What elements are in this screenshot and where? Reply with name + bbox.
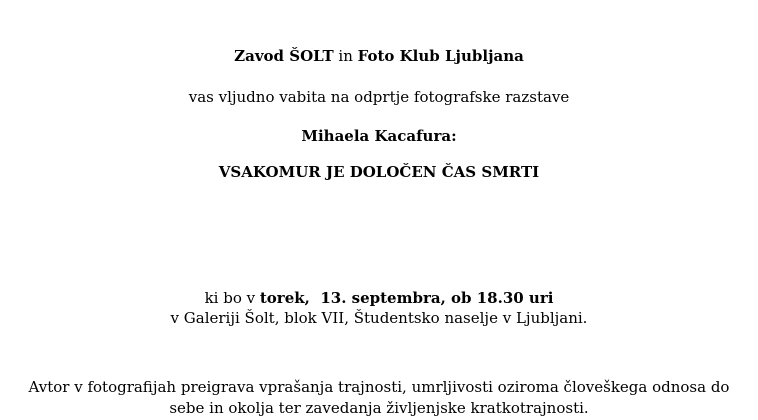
organizer-2: Foto Klub Ljubljana: [357, 47, 524, 65]
location-line: v Galeriji Šolt, blok VII, Študentsko naselje v Ljubljani.: [170, 309, 588, 327]
description-line-2: sebe in okolja ter zavedanja življenjske kratkotrajnosti.: [169, 399, 589, 417]
organizer-1: Zavod ŠOLT: [234, 47, 334, 65]
author-name: Mihaela Kacafura:: [301, 127, 457, 145]
organizers-line: [0, 47, 758, 65]
date-value: torek, 13. septembra, ob 18.30 uri: [259, 289, 554, 307]
date-prefix: ki bo v: [204, 289, 260, 307]
date-line: [0, 289, 758, 307]
invite-text: vas vljudno vabita na odprtje fotografske razstave: [188, 88, 570, 106]
exhibition-title: VSAKOMUR JE DOLOČEN ČAS SMRTI: [218, 163, 540, 181]
organizers-conjunction: in: [333, 47, 358, 65]
description-line-1: Avtor v fotografijah preigrava vprašanja trajnosti, umrljivosti oziroma človeškega odnosa do: [28, 378, 730, 396]
